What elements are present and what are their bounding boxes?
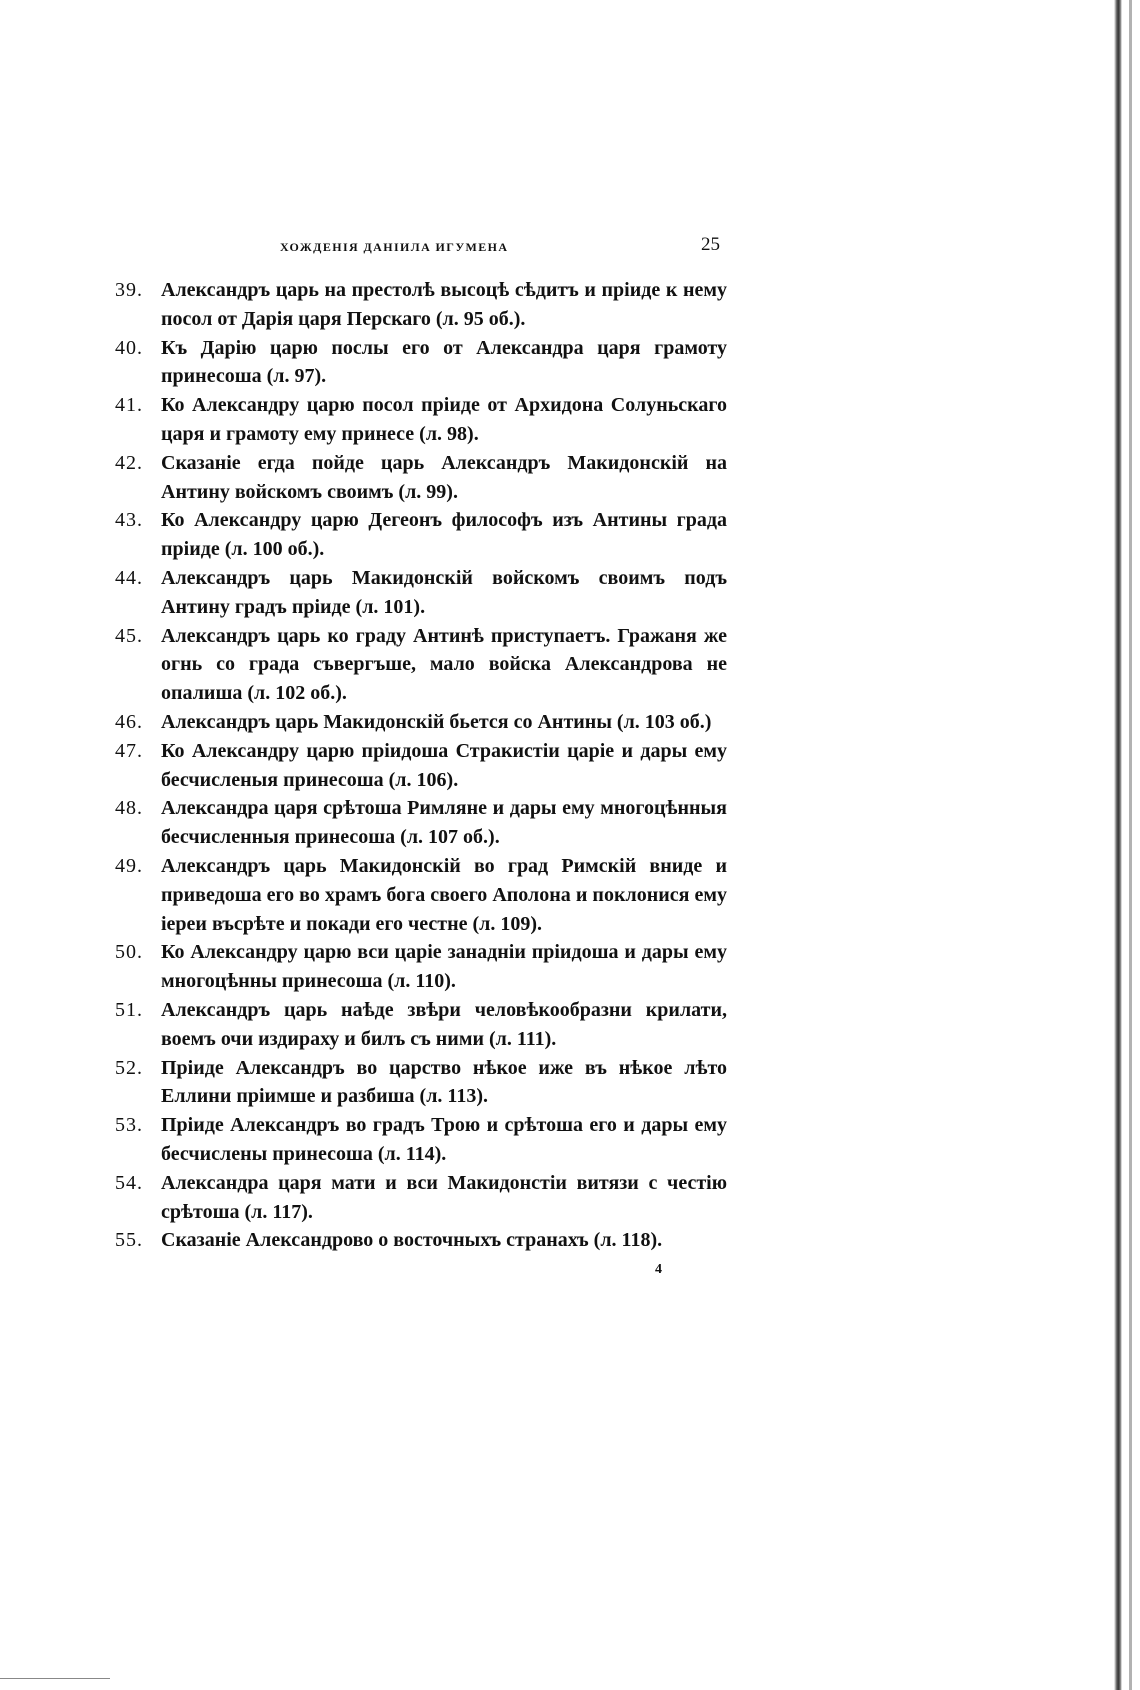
entry-number: 52. xyxy=(115,1056,143,1079)
entry-text: Ко Александру царю Дегеонъ философъ изъ Антины града пріиде (л. 100 об.). xyxy=(161,509,727,561)
entry-number: 46. xyxy=(115,710,143,733)
list-item xyxy=(115,852,727,938)
entry-text: Ко Александру царю посол пріиде от Архидона Солуньскаго царя и грамоту ему принесе (л. 98). xyxy=(161,394,727,445)
list-item xyxy=(115,794,727,852)
entry-number: 42. xyxy=(115,451,143,474)
list-item xyxy=(115,1226,727,1255)
list-item xyxy=(115,276,727,334)
entry-number: 55. xyxy=(115,1229,143,1252)
page-number: 25 xyxy=(701,234,720,255)
list-item xyxy=(115,1111,727,1169)
entry-number: 41. xyxy=(115,394,143,417)
list-item xyxy=(115,1169,727,1227)
list-item xyxy=(115,506,727,564)
list-item xyxy=(115,737,727,795)
entry-text: Александръ царь Макидонскій бьется со Антины (л. 103 об.) xyxy=(161,710,712,733)
entry-number: 43. xyxy=(115,509,143,532)
entry-text: Александра царя мати и вси Макидонстіи витязи с честію срѣтоша (л. 117). xyxy=(161,1171,727,1223)
entry-list xyxy=(115,276,727,1255)
list-item xyxy=(115,622,727,708)
list-item xyxy=(115,1054,727,1112)
running-title: ХОЖДЕНІЯ ДАНІИЛА ИГУМЕНА xyxy=(280,240,509,254)
entry-text: Александра царя срѣтоша Римляне и дары ему многоцѣнныя бесчисленныя принесоша (л. 107 об.). xyxy=(161,797,727,849)
running-head xyxy=(280,234,720,264)
entry-text: Александръ царь Макидонскій во град Римскій вниде и приведоша его во храмъ бога своего Аполона и поклонися ему іереи въсрѣте и покади его честне (л. 109). xyxy=(161,854,727,935)
page-edge-shadow xyxy=(1114,0,1122,1690)
entry-text: Ко Александру царю вси царіе занадніи пріидоша и дары ему многоцѣнны принесоша (л. 110). xyxy=(161,941,727,993)
entry-number: 39. xyxy=(115,279,143,301)
entry-text: Ко Александру царю пріидоша Стракистіи царіе и дары ему бесчисленыя принесоша (л. 106). xyxy=(161,739,727,791)
entry-number: 40. xyxy=(115,336,143,359)
entry-text: Александръ царь Макидонскій войскомъ своимъ подъ Антину градъ пріиде (л. 101). xyxy=(161,566,727,618)
entry-text: Александръ царь на престолѣ высоцѣ сѣдитъ и пріиде к нему посол от Дарія царя Перскаго (л. 95 об.). xyxy=(161,279,727,330)
list-item xyxy=(115,708,727,737)
list-item xyxy=(115,996,727,1054)
entry-number: 50. xyxy=(115,941,143,964)
list-item xyxy=(115,564,727,622)
scan-margin-rule xyxy=(0,1678,110,1679)
entry-number: 45. xyxy=(115,624,143,647)
signature-mark: 4 xyxy=(655,1262,662,1277)
entry-number: 49. xyxy=(115,854,143,877)
entry-text: Александръ царь наѣде звѣри человѣкообразни крилати, воемъ очи издираху и билъ съ ними (л. 111). xyxy=(161,998,727,1050)
entry-text: Пріиде Александръ во царство нѣкое иже въ нѣкое лѣто Еллини пріимше и разбиша (л. 113). xyxy=(161,1056,727,1108)
entry-number: 54. xyxy=(115,1171,143,1194)
entry-text: Сказаніе егда пойде царь Александръ Макидонскій на Антину войскомъ своимъ (л. 99). xyxy=(161,451,727,503)
entry-text: Пріиде Александръ во градъ Трою и срѣтоша его и дары ему бесчислены принесоша (л. 114). xyxy=(161,1114,727,1165)
entry-number: 44. xyxy=(115,566,143,589)
entry-text: Сказаніе Александрово о восточныхъ странахъ (л. 118). xyxy=(161,1229,663,1252)
entry-number: 51. xyxy=(115,998,143,1021)
entry-text: Александръ царь ко граду Антинѣ приступаетъ. Гражаня же огнь со града съвергъше, мало войска Александрова не опалиша (л. 102 об.). xyxy=(161,624,727,705)
entry-number: 48. xyxy=(115,797,143,820)
list-item xyxy=(115,391,727,449)
entry-number: 47. xyxy=(115,739,143,762)
list-item xyxy=(115,938,727,996)
list-item xyxy=(115,334,727,392)
list-item xyxy=(115,449,727,507)
page-edge-line xyxy=(1129,0,1132,1690)
entry-text: Къ Дарію царю послы его от Александра царя грамоту принесоша (л. 97). xyxy=(161,336,727,388)
entry-number: 53. xyxy=(115,1114,143,1137)
